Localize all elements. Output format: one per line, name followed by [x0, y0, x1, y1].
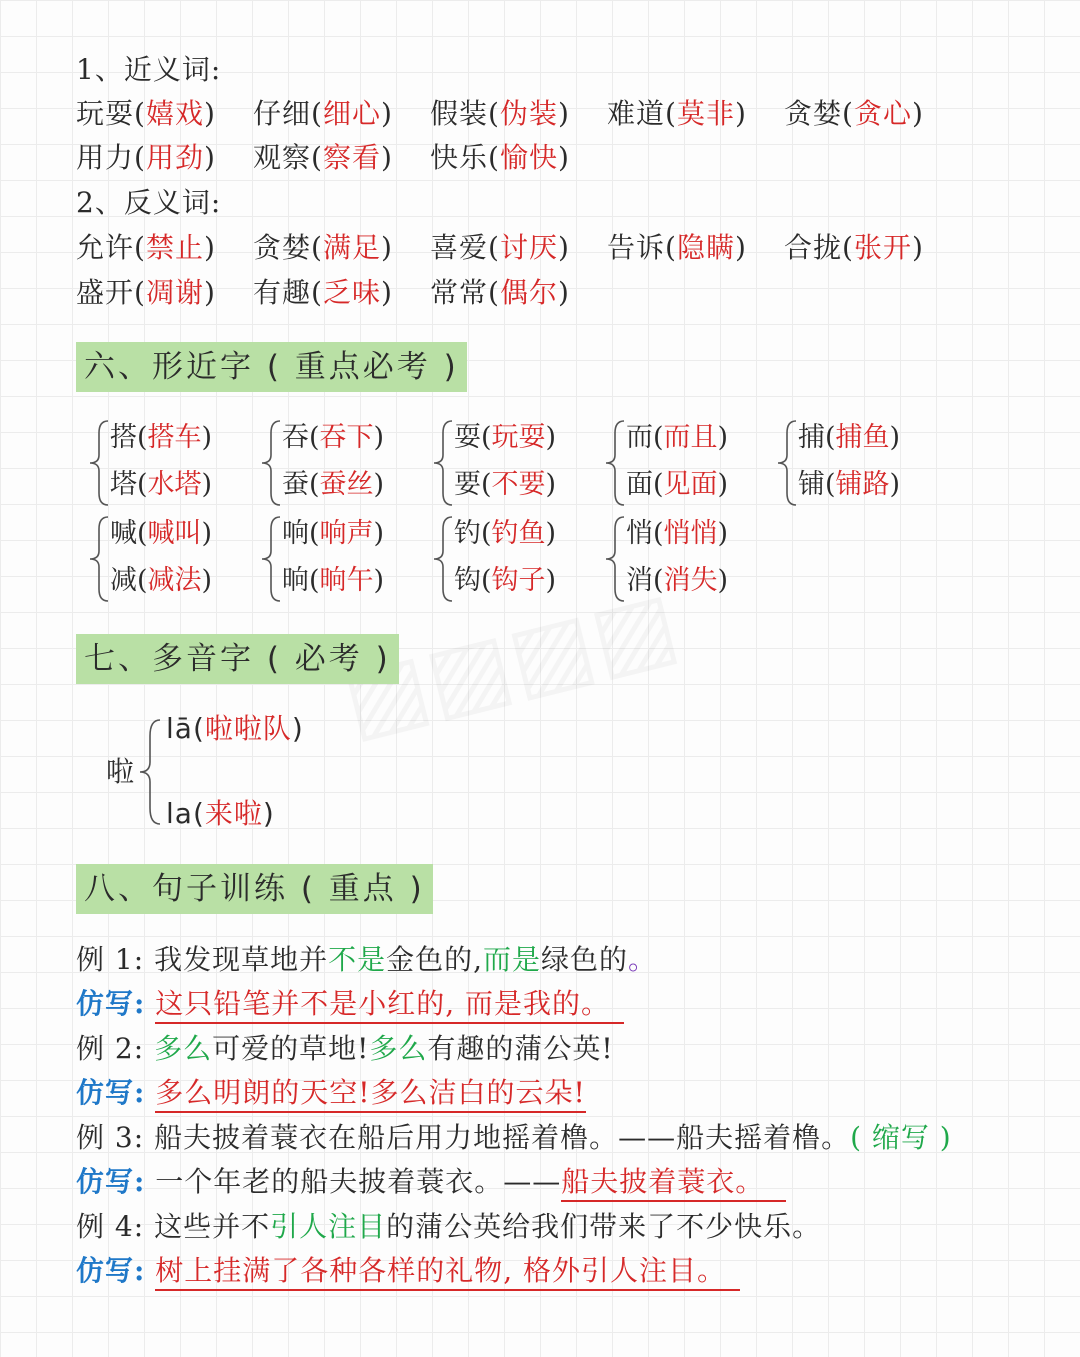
similar-char-word: 捕鱼: [835, 422, 890, 453]
antonym-item: 喜爱(讨厌): [430, 231, 570, 264]
similar-char-pair: 响(响声): [282, 518, 385, 549]
antonym-item: 合拢(张开): [784, 231, 924, 264]
group-brace: [260, 514, 282, 604]
synonym-word: 玩耍: [76, 97, 135, 130]
similar-char-word: 钩子: [491, 565, 546, 596]
polyphone-brace: [138, 716, 164, 828]
antonym-item: 有趣(乏味): [253, 276, 393, 309]
similar-char-pair: 钓(钓鱼): [454, 518, 557, 549]
antonym-item: 盛开(凋谢): [76, 276, 216, 309]
copy3-answer: 船夫披着蓑衣。: [561, 1165, 786, 1202]
antonym-word: 常常: [430, 276, 489, 309]
similar-char-word: 吞下: [319, 422, 374, 453]
antonym-word: 合拢: [784, 231, 843, 264]
section6-heading: 六、形近字 ( 重点必考 ): [76, 342, 467, 392]
antonym-word: 贪婪: [253, 231, 312, 264]
similar-char: 吞: [282, 422, 309, 453]
group-brace: [88, 418, 110, 508]
similar-char: 减: [110, 565, 137, 596]
ex3-text: 船夫披着蓑衣在船后用力地摇着橹。——船夫摇着橹。: [154, 1121, 851, 1154]
example-2: [76, 1029, 614, 1069]
reading-word-2: 来啦: [204, 797, 263, 830]
synonym-answer: 嬉戏: [145, 97, 204, 130]
synonym-answer: 察看: [322, 141, 381, 174]
similar-char-pair: 捕(捕鱼): [798, 422, 901, 453]
similar-char-word: 不要: [491, 469, 546, 500]
copy2-label: 仿写:: [76, 1076, 146, 1109]
ex1-keyword-1: 不是: [328, 943, 387, 976]
synonym-word: 假装: [430, 97, 489, 130]
similar-char-pair: 耍(玩耍): [454, 422, 557, 453]
similar-char: 晌: [282, 565, 309, 596]
ex1-end: 。: [628, 943, 658, 976]
similar-char-pair: 铺(铺路): [798, 469, 901, 500]
synonyms-title: 1、近义词:: [76, 53, 222, 86]
similar-char: 面: [626, 469, 653, 500]
antonym-item: 告诉(隐瞒): [607, 231, 747, 264]
reading-word-1: 啦啦队: [204, 712, 292, 745]
antonym-answer: 禁止: [145, 231, 204, 264]
antonyms-title: 2、反义词:: [76, 186, 222, 219]
similar-char-word: 晌午: [319, 565, 374, 596]
similar-char-pair: 蚕(蚕丝): [282, 469, 385, 500]
synonym-answer: 细心: [322, 97, 381, 130]
similar-char-word: 喊叫: [147, 518, 202, 549]
ex4-text-1: 这些并不: [154, 1210, 271, 1243]
copy1-label: 仿写:: [76, 987, 146, 1020]
example-4: [76, 1207, 821, 1247]
ex1-keyword-2: 而是: [483, 943, 542, 976]
similar-char-pair: 要(不要): [454, 469, 557, 500]
ex2-text-2: 有趣的蒲公英!: [427, 1032, 614, 1065]
similar-char-pair: 钩(钩子): [454, 565, 557, 596]
similar-char-word: 铺路: [835, 469, 890, 500]
similar-char-pair: 搭(搭车): [110, 422, 213, 453]
ex2-label: 例 2:: [76, 1032, 145, 1065]
similar-char-word: 搭车: [147, 422, 202, 453]
ex4-label: 例 4:: [76, 1210, 145, 1243]
similar-char-word: 水塔: [147, 469, 202, 500]
similar-char: 钩: [454, 565, 481, 596]
pinyin-2: la: [166, 797, 193, 830]
similar-char-pair: 而(而且): [626, 422, 729, 453]
antonym-answer: 偶尔: [499, 276, 558, 309]
group-brace: [88, 514, 110, 604]
synonym-item: 难道(莫非): [607, 97, 747, 130]
copy-2: [76, 1073, 586, 1113]
synonym-item: 用力(用劲): [76, 141, 216, 174]
similar-char: 钓: [454, 518, 481, 549]
synonym-answer: 莫非: [676, 97, 735, 130]
antonym-answer: 满足: [322, 231, 381, 264]
synonym-word: 观察: [253, 141, 312, 174]
polyphone-reading-1: lā(啦啦队): [166, 712, 304, 745]
group-brace: [260, 418, 282, 508]
antonym-answer: 凋谢: [145, 276, 204, 309]
copy-4: [76, 1251, 740, 1291]
similar-char-pair: 减(减法): [110, 565, 213, 596]
group-brace: [432, 418, 454, 508]
similar-char-pair: 悄(悄悄): [626, 518, 729, 549]
similar-char-word: 响声: [319, 518, 374, 549]
copy-3: [76, 1162, 786, 1202]
similar-char: 而: [626, 422, 653, 453]
polyphone-reading-2: la(来啦): [166, 797, 275, 830]
copy4-text: 树上挂满了各种各样的礼物, 格外引人注目。: [155, 1254, 740, 1291]
synonym-item: 仔细(细心): [253, 97, 393, 130]
antonym-answer: 讨厌: [499, 231, 558, 264]
antonym-word: 告诉: [607, 231, 666, 264]
group-brace: [604, 514, 626, 604]
ex2-text-1: 可爱的草地!: [212, 1032, 370, 1065]
synonym-answer: 贪心: [853, 97, 912, 130]
similar-char: 喊: [110, 518, 137, 549]
similar-char: 耍: [454, 422, 481, 453]
synonym-word: 用力: [76, 141, 135, 174]
ex1-text-1: 我发现草地并: [154, 943, 329, 976]
similar-char-word: 消失: [663, 565, 718, 596]
synonym-item: 观察(察看): [253, 141, 393, 174]
similar-char-word: 钓鱼: [491, 518, 546, 549]
synonym-answer: 伪装: [499, 97, 558, 130]
ex4-text-2: 的蒲公英给我们带来了不少快乐。: [386, 1210, 822, 1243]
synonym-word: 难道: [607, 97, 666, 130]
similar-char-pair: 塔(水塔): [110, 469, 213, 500]
polyphone-char: 啦: [106, 755, 136, 788]
antonym-answer: 乏味: [322, 276, 381, 309]
similar-char: 蚕: [282, 469, 309, 500]
similar-char-word: 蚕丝: [319, 469, 374, 500]
similar-char-word: 而且: [663, 422, 718, 453]
similar-char: 消: [626, 565, 653, 596]
similar-char: 铺: [798, 469, 825, 500]
copy3-text: 一个年老的船夫披着蓑衣。——: [155, 1165, 562, 1198]
copy-1: [76, 984, 624, 1024]
antonym-item: 常常(偶尔): [430, 276, 570, 309]
similar-char-pair: 吞(吞下): [282, 422, 385, 453]
synonym-answer: 用劲: [145, 141, 204, 174]
example-3: [76, 1118, 952, 1158]
section7-heading: 七、多音字 ( 必考 ): [76, 634, 399, 684]
section8-heading: 八、句子训练 ( 重点 ): [76, 864, 433, 914]
similar-char-word: 悄悄: [663, 518, 718, 549]
group-brace: [604, 418, 626, 508]
synonym-word: 仔细: [253, 97, 312, 130]
ex2-keyword-2: 多么: [369, 1032, 428, 1065]
copy2-text: 多么明朗的天空!多么洁白的云朵!: [155, 1076, 586, 1113]
antonym-word: 允许: [76, 231, 135, 264]
antonym-answer: 隐瞒: [676, 231, 735, 264]
similar-char-word: 见面: [663, 469, 718, 500]
copy1-text: 这只铅笔并不是小红的, 而是我的。: [155, 987, 624, 1024]
group-brace: [432, 514, 454, 604]
antonym-answer: 张开: [853, 231, 912, 264]
synonym-word: 贪婪: [784, 97, 843, 130]
antonym-item: 允许(禁止): [76, 231, 216, 264]
ex3-label: 例 3:: [76, 1121, 145, 1154]
synonym-answer: 愉快: [499, 141, 558, 174]
similar-char: 塔: [110, 469, 137, 500]
copy3-label: 仿写:: [76, 1165, 146, 1198]
ex3-note: ( 缩写 ): [850, 1121, 952, 1154]
similar-char: 悄: [626, 518, 653, 549]
ex1-text-2: 金色的,: [386, 943, 483, 976]
synonym-word: 快乐: [430, 141, 489, 174]
ex1-text-3: 绿色的: [541, 943, 629, 976]
group-brace: [776, 418, 798, 508]
synonym-item: 玩耍(嬉戏): [76, 97, 216, 130]
similar-char: 响: [282, 518, 309, 549]
similar-char-word: 减法: [147, 565, 202, 596]
ex1-label: 例 1:: [76, 943, 145, 976]
ex2-keyword-1: 多么: [154, 1032, 213, 1065]
synonym-item: 贪婪(贪心): [784, 97, 924, 130]
similar-char-pair: 晌(晌午): [282, 565, 385, 596]
antonym-item: 贪婪(满足): [253, 231, 393, 264]
antonym-word: 喜爱: [430, 231, 489, 264]
similar-char: 要: [454, 469, 481, 500]
similar-char-word: 玩耍: [491, 422, 546, 453]
ex4-keyword: 引人注目: [270, 1210, 387, 1243]
similar-char: 捕: [798, 422, 825, 453]
example-1: [76, 940, 657, 980]
antonym-word: 盛开: [76, 276, 135, 309]
similar-char-pair: 面(见面): [626, 469, 729, 500]
copy4-label: 仿写:: [76, 1254, 146, 1287]
similar-char-pair: 消(消失): [626, 565, 729, 596]
synonym-item: 假装(伪装): [430, 97, 570, 130]
antonym-word: 有趣: [253, 276, 312, 309]
synonym-item: 快乐(愉快): [430, 141, 570, 174]
similar-char-pair: 喊(喊叫): [110, 518, 213, 549]
similar-char: 搭: [110, 422, 137, 453]
pinyin-1: lā: [166, 712, 193, 745]
